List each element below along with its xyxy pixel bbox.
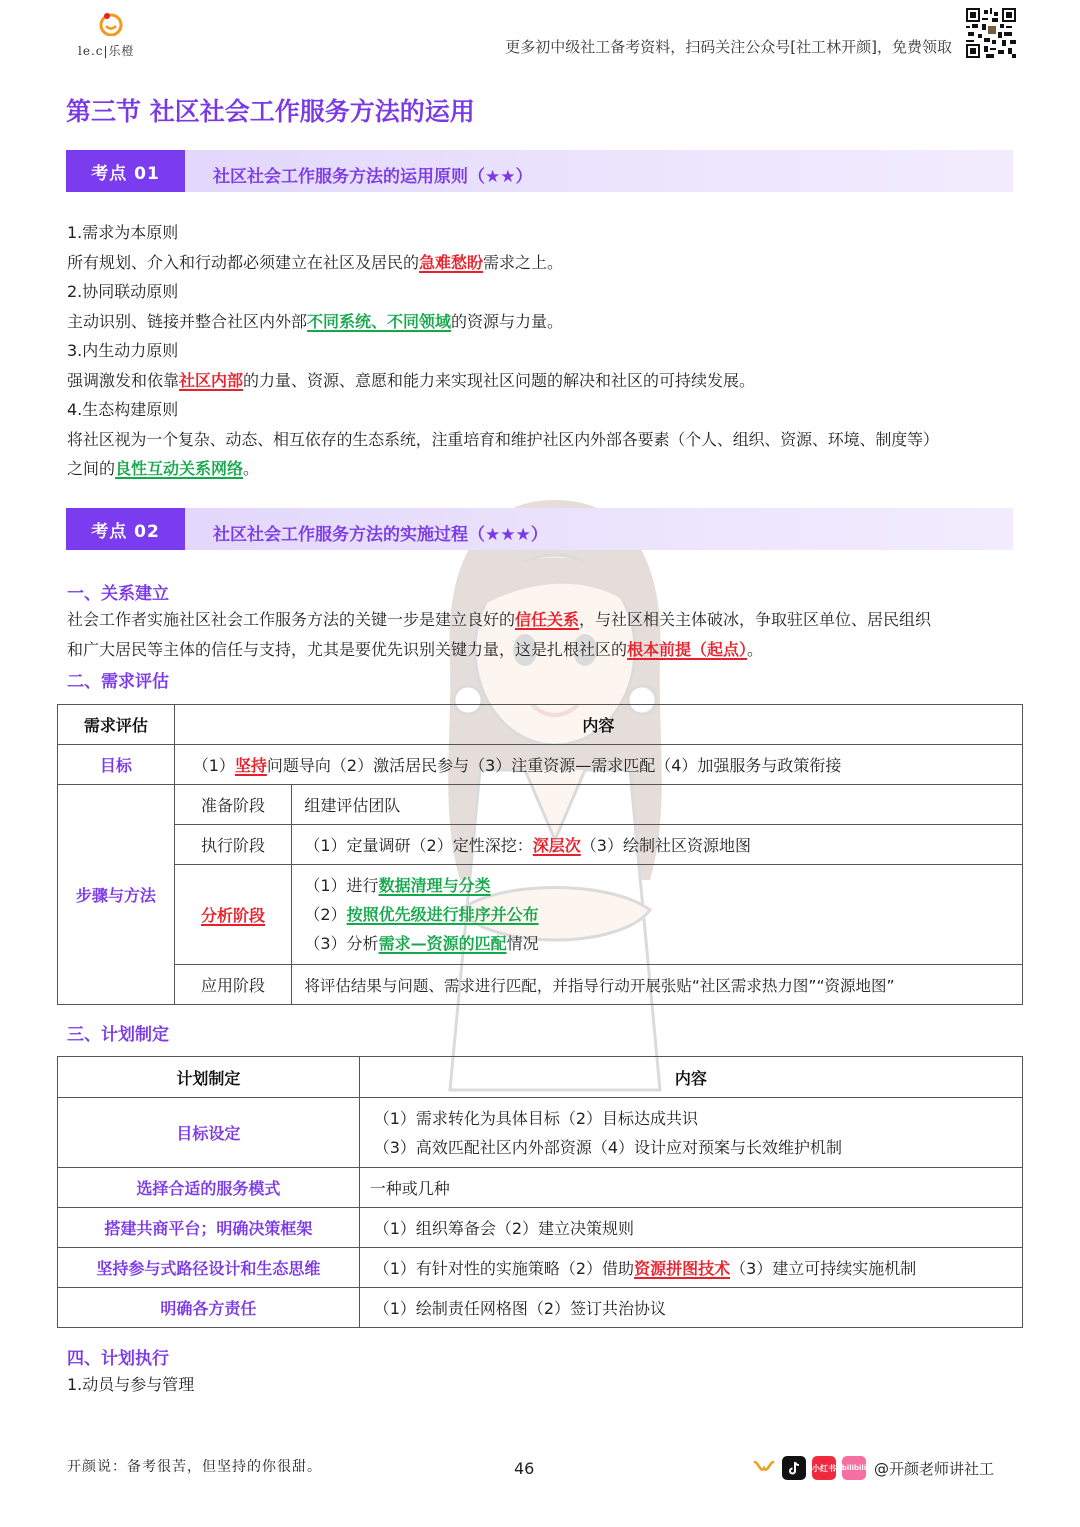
table-row — [58, 1208, 1023, 1248]
row-content: （1）需求转化为具体目标（2）目标达成共识 （3）高效匹配社区内外部资源（4）设计应对预案与长效维护机制 — [359, 1098, 1022, 1168]
principle-3-body: 强调激发和依靠社区内部的力量、资源、意愿和能力来实现社区问题的解决和社区的可持续发展。 — [67, 370, 756, 390]
row-label: 步骤与方法 — [58, 785, 175, 1005]
principle-1-body: 所有规划、介入和行动都必须建立在社区及居民的急难愁盼需求之上。 — [67, 252, 564, 272]
row-label: 坚持参与式路径设计和生态思维 — [58, 1248, 360, 1288]
subheading-relationship: 一、关系建立 — [67, 584, 169, 604]
key-term: 数据清理与分类 — [378, 876, 491, 895]
table-header-row — [58, 705, 1023, 745]
table-row — [58, 965, 1023, 1005]
key-term: 不同系统、不同领域 — [307, 311, 452, 331]
xiaohongshu-icon[interactable]: 小红书 — [812, 1456, 836, 1480]
key-term: 深层次 — [532, 836, 581, 855]
qr-code-icon[interactable] — [966, 8, 1016, 58]
page-number: 46 — [514, 1459, 535, 1478]
key-term: 信任关系 — [515, 610, 580, 629]
logo-mark-icon — [98, 12, 124, 36]
principle-4-heading: 4.生态构建原则 — [67, 400, 179, 419]
key-term: 社区内部 — [179, 370, 244, 390]
table-header-cell: 内容 — [359, 1057, 1022, 1098]
row-label: 选择合适的服务模式 — [58, 1168, 360, 1208]
key-term: 资源拼图技术 — [634, 1259, 731, 1278]
section-title: 第三节 社区社会工作服务方法的运用 — [66, 97, 475, 126]
table-row — [58, 1288, 1023, 1328]
table-row — [58, 1168, 1023, 1208]
subheading-execution: 四、计划执行 — [67, 1349, 169, 1369]
principle-2-heading: 2.协同联动原则 — [67, 282, 179, 301]
table-row — [58, 785, 1023, 825]
principle-2-body: 主动识别、链接并整合社区内外部不同系统、不同领域的资源与力量。 — [67, 311, 564, 331]
key-term: 根本前提（起点） — [627, 639, 748, 659]
needs-assessment-table — [57, 704, 1023, 1005]
key-term: 按照优先级进行排序并公布 — [346, 905, 539, 924]
row-content: （1）绘制责任网格图（2）签订共治协议 — [359, 1288, 1022, 1328]
stage-label: 准备阶段 — [174, 785, 292, 825]
principle-3-heading: 3.内生动力原则 — [67, 341, 179, 360]
stage-label: 应用阶段 — [174, 965, 292, 1005]
execution-item-1: 1.动员与参与管理 — [67, 1375, 195, 1394]
row-content: 一种或几种 — [359, 1168, 1022, 1208]
row-label: 目标设定 — [58, 1098, 360, 1168]
stage-label: 分析阶段 — [174, 865, 292, 965]
footer-slogan: 开颜说：备考很苦，但坚持的你很甜。 — [67, 1459, 322, 1475]
stage-content: 组建评估团队 — [292, 785, 1023, 825]
principle-1-heading: 1.需求为本原则 — [67, 223, 179, 242]
key-point-badge-01: 考点 01 — [66, 150, 185, 192]
table-header-cell: 内容 — [174, 705, 1022, 745]
table-row — [58, 1098, 1023, 1168]
subheading-planning: 三、计划制定 — [67, 1025, 169, 1045]
stage-content: 将评估结果与问题、需求进行匹配，并指导行动开展张贴“社区需求热力图”“资源地图” — [292, 965, 1023, 1005]
key-term: 良性互动关系网络 — [115, 459, 244, 478]
wechat-channels-icon[interactable] — [752, 1456, 776, 1480]
principles-text — [67, 218, 1012, 484]
key-point-title-02: 社区社会工作服务方法的实施过程（★★★） — [213, 525, 548, 545]
execution-text — [67, 1370, 1012, 1400]
logo-text: le.c|乐橙 — [78, 44, 135, 58]
key-term: 需求—资源的匹配 — [378, 934, 507, 953]
key-point-bar-02 — [66, 508, 1013, 550]
social-handle: @开颜老师讲社工 — [874, 1459, 995, 1478]
bilibili-icon[interactable]: bilibili — [842, 1456, 866, 1480]
table-header-cell: 计划制定 — [58, 1057, 360, 1098]
stage-label: 执行阶段 — [174, 825, 292, 865]
key-term: 坚持 — [234, 756, 267, 775]
relationship-line-2: 和广大居民等主体的信任与支持，尤其是要优先识别关键力量，这是扎根社区的根本前提（起点）。 — [67, 639, 764, 659]
principle-4-body-cont: 之间的良性互动关系网络。 — [67, 459, 260, 478]
planning-table — [57, 1056, 1023, 1328]
row-content: （1）组织筹备会（2）建立决策规则 — [359, 1208, 1022, 1248]
table-row — [58, 825, 1023, 865]
key-term: 急难愁盼 — [419, 252, 484, 272]
douyin-icon[interactable] — [782, 1456, 806, 1480]
key-point-badge-02: 考点 02 — [66, 508, 185, 550]
table-header-cell: 需求评估 — [58, 705, 175, 745]
relationship-text — [67, 605, 1012, 664]
social-links — [752, 1453, 994, 1483]
row-content: （1）有针对性的实施策略（2）借助资源拼图技术（3）建立可持续实施机制 — [359, 1248, 1022, 1288]
subheading-needs-assessment: 二、需求评估 — [67, 672, 169, 692]
row-label: 明确各方责任 — [58, 1288, 360, 1328]
key-point-title-01: 社区社会工作服务方法的运用原则（★★） — [213, 167, 533, 187]
table-row — [58, 1248, 1023, 1288]
stage-content: （1）进行数据清理与分类 （2）按照优先级进行排序并公布 （3）分析需求—资源的匹配情况 — [292, 865, 1023, 965]
row-content: （1）坚持问题导向（2）激活居民参与（3）注重资源—需求匹配（4）加强服务与政策衔接 — [174, 745, 1022, 785]
key-point-bar-01 — [66, 150, 1013, 192]
table-row — [58, 865, 1023, 965]
table-header-row — [58, 1057, 1023, 1098]
stage-content: （1）定量调研（2）定性深挖：深层次（3）绘制社区资源地图 — [292, 825, 1023, 865]
table-row — [58, 745, 1023, 785]
relationship-line-1: 社会工作者实施社区社会工作服务方法的关键一步是建立良好的信任关系，与社区相关主体破冰，争取驻区单位、居民组织 — [67, 610, 932, 629]
promo-text: 更多初中级社工备考资料，扫码关注公众号[社工林开颜]，免费领取 — [505, 38, 952, 56]
row-label: 搭建共商平台；明确决策框架 — [58, 1208, 360, 1248]
row-label: 目标 — [58, 745, 175, 785]
principle-4-body: 将社区视为一个复杂、动态、相互依存的生态系统，注重培育和维护社区内外部各要素（个人、组织、资源、环境、制度等） — [67, 429, 939, 449]
page-header — [0, 0, 1080, 72]
brand-logo — [78, 12, 148, 60]
